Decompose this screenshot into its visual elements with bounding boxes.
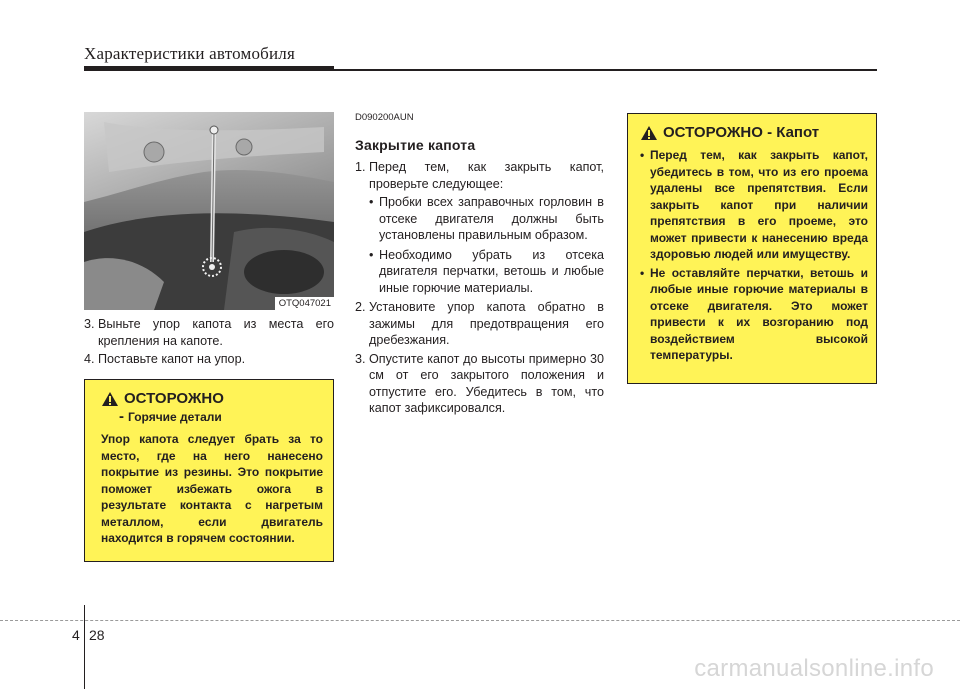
warning-hood — [627, 113, 877, 384]
check-item-text: Необходимо убрать из отсека двигателя перчатки, ветошь и любые иные горючие материалы. — [379, 247, 604, 295]
header-rule — [84, 66, 334, 71]
bullet: • — [369, 247, 374, 262]
warning-item-text: Перед тем, как закрыть капот, убедитесь в том, что из его проема удалены все препятствия. Если закрыть капот при наличии препятствия в его проеме, это может привести к нанесению вреда здоровью людей или имуществу. — [650, 148, 868, 261]
step-text: Выньте упор капота из места его крепления на капоте. — [98, 317, 334, 348]
warning-heading — [101, 390, 323, 407]
warning-title: ОСТОРОЖНО - Капот — [663, 124, 820, 141]
step-2 — [355, 299, 604, 349]
step-4 — [84, 351, 334, 368]
step-number: 1. — [355, 160, 366, 174]
hood-support-photo — [84, 112, 334, 310]
section-code: D090200AUN — [355, 112, 414, 123]
bullet: • — [640, 265, 645, 280]
step-text: Поставьте капот на упор. — [98, 352, 246, 366]
warning-subtitle-row — [119, 408, 323, 425]
step-3 — [84, 316, 334, 349]
page-number: 28 — [89, 627, 105, 643]
left-steps — [84, 316, 334, 370]
bullet: • — [640, 148, 645, 162]
hood-support-illustration — [84, 112, 334, 310]
footer-dashed-rule — [0, 620, 960, 621]
watermark: carmanualsonline.info — [694, 655, 934, 682]
warning-subtitle-dash: - — [119, 408, 124, 425]
warning-icon — [101, 391, 119, 407]
warning-heading — [640, 124, 868, 141]
warning-hot-parts — [84, 379, 334, 562]
section-title: Закрытие капота — [355, 136, 476, 153]
warning-text: Упор капота следует брать за то место, где на него нанесено покрытие из резины. Это покрытие поможет избежать ожога в результате контакта с нагретым металлом, если двигатель находится в горячем состоянии. — [101, 432, 323, 545]
warning-title: ОСТОРОЖНО — [124, 390, 224, 407]
step-1 — [355, 159, 604, 192]
step-number: 4. — [84, 352, 95, 366]
step-text: Опустите капот до высоты примерно 30 см от его закрытого положения и отпустите его. Убедитесь в том, что капот зафиксировался. — [369, 351, 604, 415]
warning-item — [640, 147, 868, 263]
step-number: 3. — [355, 351, 366, 366]
warning-subtitle: Горячие детали — [128, 410, 222, 424]
bullet: • — [369, 195, 374, 209]
warning-item — [640, 265, 868, 364]
step-text: Установите упор капота обратно в зажимы для предотвращения его дребезжания. — [369, 300, 604, 347]
footer-divider — [84, 605, 85, 689]
step-text: Перед тем, как закрыть капот, проверьте следующее: — [369, 160, 604, 191]
page-header-title: Характеристики автомобиля — [84, 44, 295, 63]
header-rule-thin — [334, 69, 877, 71]
step-number: 3. — [84, 317, 95, 331]
page-section-number: 4 — [72, 627, 80, 643]
check-item — [369, 247, 604, 297]
check-item-text: Пробки всех заправочных горловин в отсеке двигателя должны быть установлены правильным образом. — [379, 195, 604, 242]
warning-item-text: Не оставляйте перчатки, ветошь и любые иные горючие материалы в отсеке двигателя. Это может привести к их возгоранию под воздействием высокой температуры. — [650, 265, 868, 362]
check-item — [369, 194, 604, 244]
step-3 — [355, 351, 604, 417]
photo-code: OTQ047021 — [275, 297, 334, 310]
warning-icon — [640, 125, 658, 141]
step-number: 2. — [355, 300, 366, 314]
closing-hood-section — [355, 110, 604, 419]
